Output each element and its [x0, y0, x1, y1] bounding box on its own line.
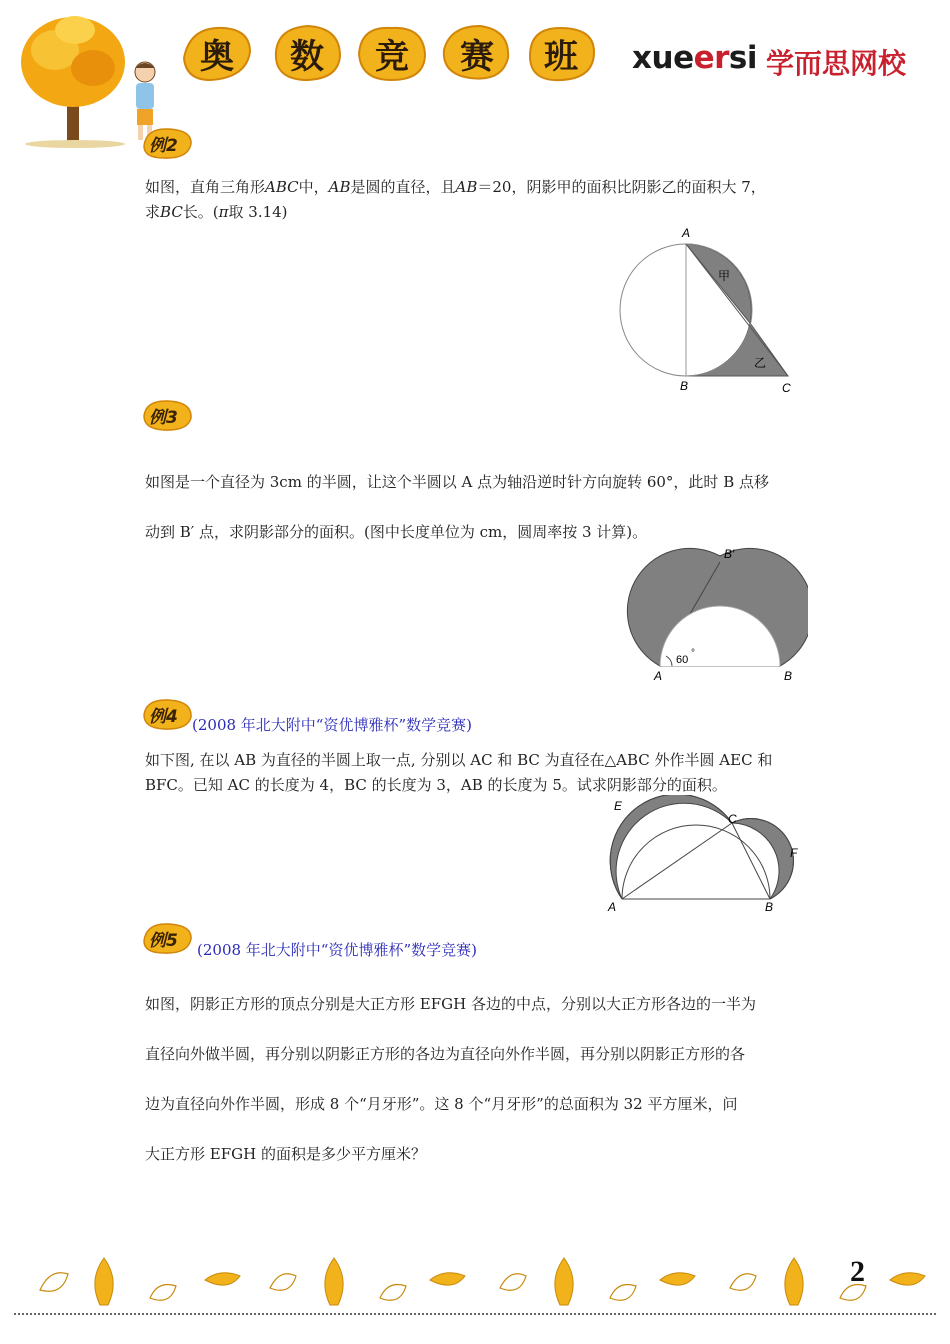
- example-5-text-line-3: 边为直径向外作半圆，形成 8 个“月牙形”。这 8 个“月牙形”的总面积为 32 平方厘米，问: [145, 1095, 738, 1113]
- fig4-label-F: F: [790, 846, 798, 860]
- example-4-text-line-2: BFC。已知 AC 的长度为 4，BC 的长度为 3，AB 的长度为 5。试求阴影部分的面积。: [145, 776, 727, 794]
- fig2-label-B: B: [680, 379, 689, 393]
- example-2-text-line-2: 求BC长。(π取 3.14): [145, 203, 288, 221]
- example-5-source: (2008 年北大附中“资优博雅杯”数学竞赛): [197, 941, 477, 959]
- title-char-3: 竞: [375, 36, 409, 77]
- title-leaf-5: [524, 22, 598, 84]
- fig3-angle-label: 60: [676, 654, 689, 666]
- example-5-text-line-1: 如图，阴影正方形的顶点分别是大正方形 EFGH 各边的中点，分别以大正方形各边的一半为: [145, 995, 756, 1013]
- fig4-label-E: E: [614, 799, 623, 813]
- title-char-5: 班: [544, 36, 578, 77]
- autumn-tree-icon: [15, 10, 135, 150]
- page-number: 2: [850, 1255, 865, 1288]
- example-3-badge: 例3: [142, 398, 194, 432]
- example-2-badge: 例2: [142, 126, 194, 160]
- example-5-badge: 例5: [142, 921, 194, 955]
- title-char-1: 奥: [200, 36, 234, 77]
- example-5-text-line-4: 大正方形 EFGH 的面积是多少平方厘米？: [145, 1145, 426, 1163]
- brand-logo-cn: 学而思网校: [766, 47, 907, 80]
- fig3-degree-symbol: °: [691, 648, 695, 659]
- example-3-text-line-2: 动到 B′ 点，求阴影部分的面积。(图中长度单位为 cm，圆周率按 3 计算)。: [145, 523, 648, 541]
- title-char-2: 数: [290, 36, 324, 77]
- fig4-label-C: C: [728, 812, 737, 826]
- fig3-label-Bprime: B′: [724, 547, 735, 561]
- footer-leaf-border: [0, 1250, 950, 1320]
- fig4-label-B: B: [765, 900, 774, 914]
- fig3-label-B: B: [784, 669, 793, 683]
- title-leaf-3: [355, 22, 429, 84]
- fig2-label-C: C: [782, 381, 791, 395]
- example-3-text-line-1: 如图是一个直径为 3cm 的半圆，让这个半圆以 A 点为轴沿逆时针方向旋转 60°，此时 B 点移: [145, 473, 769, 491]
- example-5-text-line-2: 直径向外做半圆，再分别以阴影正方形的各边为直径向外作半圆，再分别以阴影正方形的各: [145, 1045, 746, 1063]
- fig2-label-A: A: [682, 226, 691, 240]
- fig3-label-A: A: [654, 669, 663, 683]
- fig4-label-A: A: [608, 900, 617, 914]
- example-4-text-line-1: 如下图, 在以 AB 为直径的半圆上取一点, 分别以 AC 和 BC 为直径在△ABC 外作半圆 AEC 和: [145, 751, 773, 769]
- brand-logo-en: xueersi: [632, 40, 757, 76]
- title-leaf-4: [440, 22, 514, 84]
- title-leaf-1: [180, 22, 254, 84]
- fig2-label-yi: 乙: [754, 356, 767, 370]
- example-3-figure: [618, 542, 808, 687]
- footer-dotted-line: [14, 1313, 936, 1315]
- example-2-figure: [600, 222, 810, 397]
- example-2-text-line-1: 如图，直角三角形ABC中，AB是圆的直径，且AB＝20，阴影甲的面积比阴影乙的面积大 7，: [145, 178, 766, 196]
- example-4-figure: [600, 795, 810, 920]
- example-4-source: (2008 年北大附中“资优博雅杯”数学竞赛): [192, 716, 472, 734]
- title-char-4: 赛: [460, 36, 494, 77]
- title-leaf-2: [270, 22, 344, 84]
- fig2-label-jia: 甲: [718, 269, 731, 283]
- example-4-badge: 例4: [142, 697, 194, 731]
